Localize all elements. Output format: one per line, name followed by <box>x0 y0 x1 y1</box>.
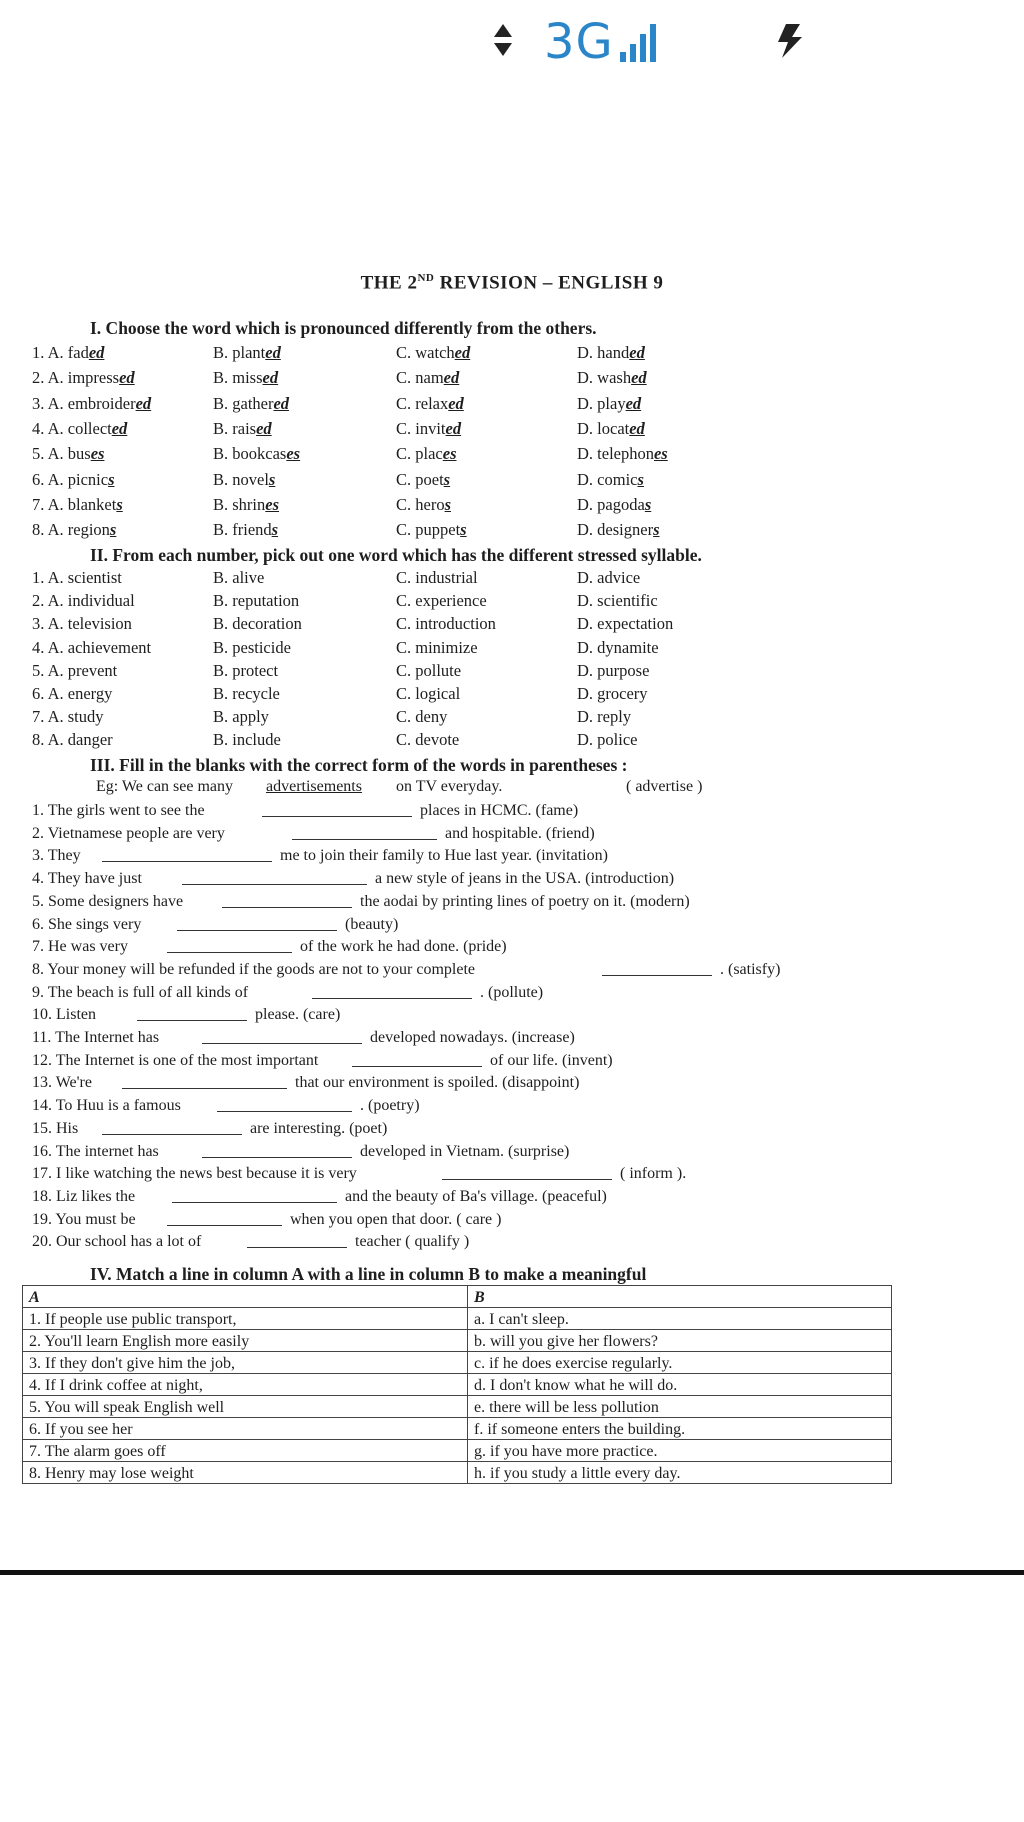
matching-header-row <box>23 1286 892 1308</box>
option-a: 6. A. energy <box>32 684 113 703</box>
question-hint: . (satisfy) <box>720 960 781 978</box>
answer-blank[interactable] <box>102 847 272 862</box>
matching-row <box>23 1418 892 1440</box>
column-b-cell: f. if someone enters the building. <box>468 1418 892 1440</box>
question-text: 14. To Huu is a famous <box>32 1097 181 1115</box>
column-a-header: A <box>23 1286 468 1308</box>
section-2-heading: II. From each number, pick out one word which has the different stressed syllable. <box>90 545 702 565</box>
option-b: B. apply <box>213 707 269 727</box>
option-d: D. grocery <box>577 684 648 703</box>
option-a: 8. A. danger <box>32 730 113 750</box>
answer-blank[interactable] <box>442 1165 612 1180</box>
question-hint: a new style of jeans in the USA. (introduction) <box>375 870 675 888</box>
answer-blank[interactable] <box>262 802 412 817</box>
option-a: 6. A. picnics <box>32 469 115 489</box>
answer-blank[interactable] <box>137 1006 247 1021</box>
option-d: D. police <box>577 730 638 750</box>
question-hint: developed nowadays. (increase) <box>370 1029 575 1046</box>
section-3-heading: III. Fill in the blanks with the correct form of the words in parentheses : <box>90 755 628 775</box>
question-hint: and the beauty of Ba's village. (peaceful) <box>345 1187 607 1205</box>
option-b: B. raised <box>213 418 272 438</box>
option-a: 2. A. impressed <box>32 368 135 388</box>
option-a: 1. A. faded <box>32 343 105 362</box>
option-b: B. gathered <box>213 393 290 413</box>
question-text: 2. Vietnamese people are very <box>32 824 225 842</box>
option-a: 1. A. scientist <box>32 568 122 587</box>
option-c: C. deny <box>396 707 448 727</box>
question-hint: . (pollute) <box>480 983 544 1001</box>
answer-blank[interactable] <box>177 916 337 931</box>
question-hint: are interesting. (poet) <box>250 1119 388 1137</box>
option-d: D. advice <box>577 568 641 587</box>
question-text: 20. Our school has a lot of <box>32 1233 202 1251</box>
column-b-header: B <box>468 1286 892 1308</box>
column-b-cell: h. if you study a little every day. <box>468 1462 892 1484</box>
question-hint: of the work he had done. (pride) <box>300 938 507 956</box>
example-prefix: Eg: We can see many <box>96 778 234 795</box>
option-a: 4. A. achievement <box>32 637 152 657</box>
question-text: 9. The beach is full of all kinds of <box>32 983 249 1001</box>
option-d: D. reply <box>577 707 632 727</box>
option-b: B. planted <box>213 343 281 362</box>
column-a-cell: 7. The alarm goes off <box>23 1440 468 1462</box>
option-a: 5. A. buses <box>32 444 105 464</box>
question-hint: ( inform ). <box>620 1165 687 1183</box>
option-d: D. dynamite <box>577 637 659 657</box>
option-c: C. devote <box>396 730 460 750</box>
column-a-cell: 3. If they don't give him the job, <box>23 1352 468 1374</box>
option-b: B. recycle <box>213 684 280 703</box>
option-d: D. pagodas <box>577 494 652 514</box>
option-a: 3. A. television <box>32 614 132 634</box>
question-text: 16. The internet has <box>32 1142 159 1160</box>
question-text: 5. Some designers have <box>32 892 184 910</box>
question-hint: . (poetry) <box>360 1097 420 1115</box>
option-d: D. purpose <box>577 660 650 680</box>
option-b: B. novels <box>213 469 276 489</box>
data-arrows-icon <box>492 20 514 60</box>
question-text: 3. They <box>32 847 81 865</box>
matching-row <box>23 1396 892 1418</box>
status-bar <box>0 0 1024 80</box>
option-c: C. poets <box>396 469 451 489</box>
option-d: D. played <box>577 393 642 413</box>
option-b: B. missed <box>213 368 279 388</box>
matching-row <box>23 1330 892 1352</box>
question-hint: that our environment is spoiled. (disappoint) <box>295 1074 580 1092</box>
column-a-cell: 5. You will speak English well <box>23 1396 468 1418</box>
question-hint: of our life. (invent) <box>490 1051 613 1069</box>
column-b-cell: d. I don't know what he will do. <box>468 1374 892 1396</box>
example-hint: ( advertise ) <box>626 778 703 795</box>
answer-blank[interactable] <box>202 1029 362 1044</box>
option-c: C. pollute <box>396 660 462 680</box>
bottom-divider <box>0 1570 1024 1575</box>
question-text: 13. We're <box>32 1074 92 1092</box>
column-a-cell: 1. If people use public transport, <box>23 1308 468 1330</box>
matching-row <box>23 1308 892 1330</box>
option-b: B. decoration <box>213 614 302 634</box>
section-4-heading: IV. Match a line in column A with a line in column B to make a meaningful <box>90 1264 647 1284</box>
question-text: 10. Listen <box>32 1006 96 1024</box>
matching-row <box>23 1374 892 1396</box>
option-c: C. puppets <box>396 520 467 540</box>
column-a-cell: 2. You'll learn English more easily <box>23 1330 468 1352</box>
option-c: C. introduction <box>396 614 496 634</box>
answer-blank[interactable] <box>202 1143 352 1158</box>
option-d: D. washed <box>577 368 647 388</box>
answer-blank[interactable] <box>247 1233 347 1248</box>
column-b-cell: e. there will be less pollution <box>468 1396 892 1418</box>
example-suffix: on TV everyday. <box>396 778 503 795</box>
question-hint: when you open that door. ( care ) <box>290 1210 502 1228</box>
option-b: B. shrines <box>213 494 280 514</box>
option-d: D. handed <box>577 343 645 362</box>
answer-blank[interactable] <box>222 893 352 908</box>
option-c: C. experience <box>396 591 487 611</box>
option-c: C. invited <box>396 418 462 438</box>
charging-bolt-icon <box>776 22 804 60</box>
answer-blank[interactable] <box>312 984 472 999</box>
column-a-cell: 6. If you see her <box>23 1418 468 1440</box>
answer-blank[interactable] <box>217 1097 352 1112</box>
option-c: C. industrial <box>396 568 478 587</box>
column-b-cell: c. if he does exercise regularly. <box>468 1352 892 1374</box>
option-d: D. comics <box>577 469 644 489</box>
question-hint: and hospitable. (friend) <box>445 824 595 842</box>
matching-table <box>22 1285 892 1484</box>
question-hint: me to join their family to Hue last year. (invitation) <box>280 847 608 865</box>
question-text: 11. The Internet has <box>32 1029 160 1046</box>
option-c: C. logical <box>396 684 461 703</box>
option-b: B. friends <box>213 520 279 540</box>
option-a: 3. A. embroidered <box>32 393 152 413</box>
question-hint: (beauty) <box>345 915 399 933</box>
answer-blank[interactable] <box>292 825 437 840</box>
question-text: 15. His <box>32 1119 79 1137</box>
column-a-cell: 4. If I drink coffee at night, <box>23 1374 468 1396</box>
option-d: D. scientific <box>577 591 658 611</box>
answer-blank[interactable] <box>167 938 292 953</box>
answer-blank[interactable] <box>102 1120 242 1135</box>
question-hint: teacher ( qualify ) <box>355 1233 470 1251</box>
matching-row <box>23 1462 892 1484</box>
question-text: 4. They have just <box>32 870 142 888</box>
option-d: D. designers <box>577 520 660 540</box>
question-hint: please. (care) <box>255 1006 341 1024</box>
column-b-cell: a. I can't sleep. <box>468 1308 892 1330</box>
question-hint: places in HCMC. (fame) <box>420 802 579 819</box>
column-b-cell: g. if you have more practice. <box>468 1440 892 1462</box>
option-c: C. heros <box>396 494 451 514</box>
network-type-label: 3G <box>544 14 614 70</box>
option-a: 8. A. regions <box>32 520 117 540</box>
question-text: 18. Liz likes the <box>32 1187 136 1205</box>
option-c: C. relaxed <box>396 393 464 413</box>
matching-row <box>23 1440 892 1462</box>
question-hint: the aodai by printing lines of poetry on it. (modern) <box>360 892 690 910</box>
question-hint: developed in Vietnam. (surprise) <box>360 1142 570 1160</box>
answer-blank[interactable] <box>172 1188 337 1203</box>
option-a: 7. A. blankets <box>32 494 123 514</box>
answer-blank[interactable] <box>602 961 712 976</box>
option-a: 4. A. collected <box>32 418 128 438</box>
option-b: B. alive <box>213 568 265 587</box>
answer-blank[interactable] <box>182 870 367 885</box>
section-1-heading: I. Choose the word which is pronounced differently from the others. <box>90 318 597 338</box>
question-text: 19. You must be <box>32 1210 136 1228</box>
answer-blank[interactable] <box>122 1074 287 1089</box>
question-text: 7. He was very <box>32 938 128 956</box>
answer-blank[interactable] <box>167 1211 282 1226</box>
option-c: C. watched <box>396 343 471 362</box>
option-b: B. bookcases <box>213 444 301 464</box>
option-d: D. expectation <box>577 614 674 634</box>
option-d: D. telephones <box>577 444 668 464</box>
option-c: C. named <box>396 368 460 388</box>
option-b: B. reputation <box>213 591 300 611</box>
question-text: 8. Your money will be refunded if the goods are not to your complete <box>32 960 476 978</box>
question-text: 12. The Internet is one of the most important <box>32 1051 319 1069</box>
example-word: advertisements <box>266 778 362 795</box>
signal-bars-icon <box>618 22 664 62</box>
option-c: C. places <box>396 444 457 464</box>
option-b: B. include <box>213 730 281 750</box>
option-c: C. minimize <box>396 637 478 657</box>
option-a: 7. A. study <box>32 707 104 727</box>
option-a: 5. A. prevent <box>32 660 118 680</box>
option-b: B. protect <box>213 660 279 680</box>
option-d: D. located <box>577 418 645 438</box>
column-b-cell: b. will you give her flowers? <box>468 1330 892 1352</box>
question-text: 1. The girls went to see the <box>32 802 205 819</box>
question-text: 6. She sings very <box>32 915 142 933</box>
answer-blank[interactable] <box>352 1052 482 1067</box>
option-b: B. pesticide <box>213 637 291 657</box>
page-title: THE 2ND REVISION – ENGLISH 9 <box>360 272 664 294</box>
question-text: 17. I like watching the news best because it is very <box>32 1165 357 1183</box>
option-a: 2. A. individual <box>32 591 135 611</box>
matching-row <box>23 1352 892 1374</box>
column-a-cell: 8. Henry may lose weight <box>23 1462 468 1484</box>
